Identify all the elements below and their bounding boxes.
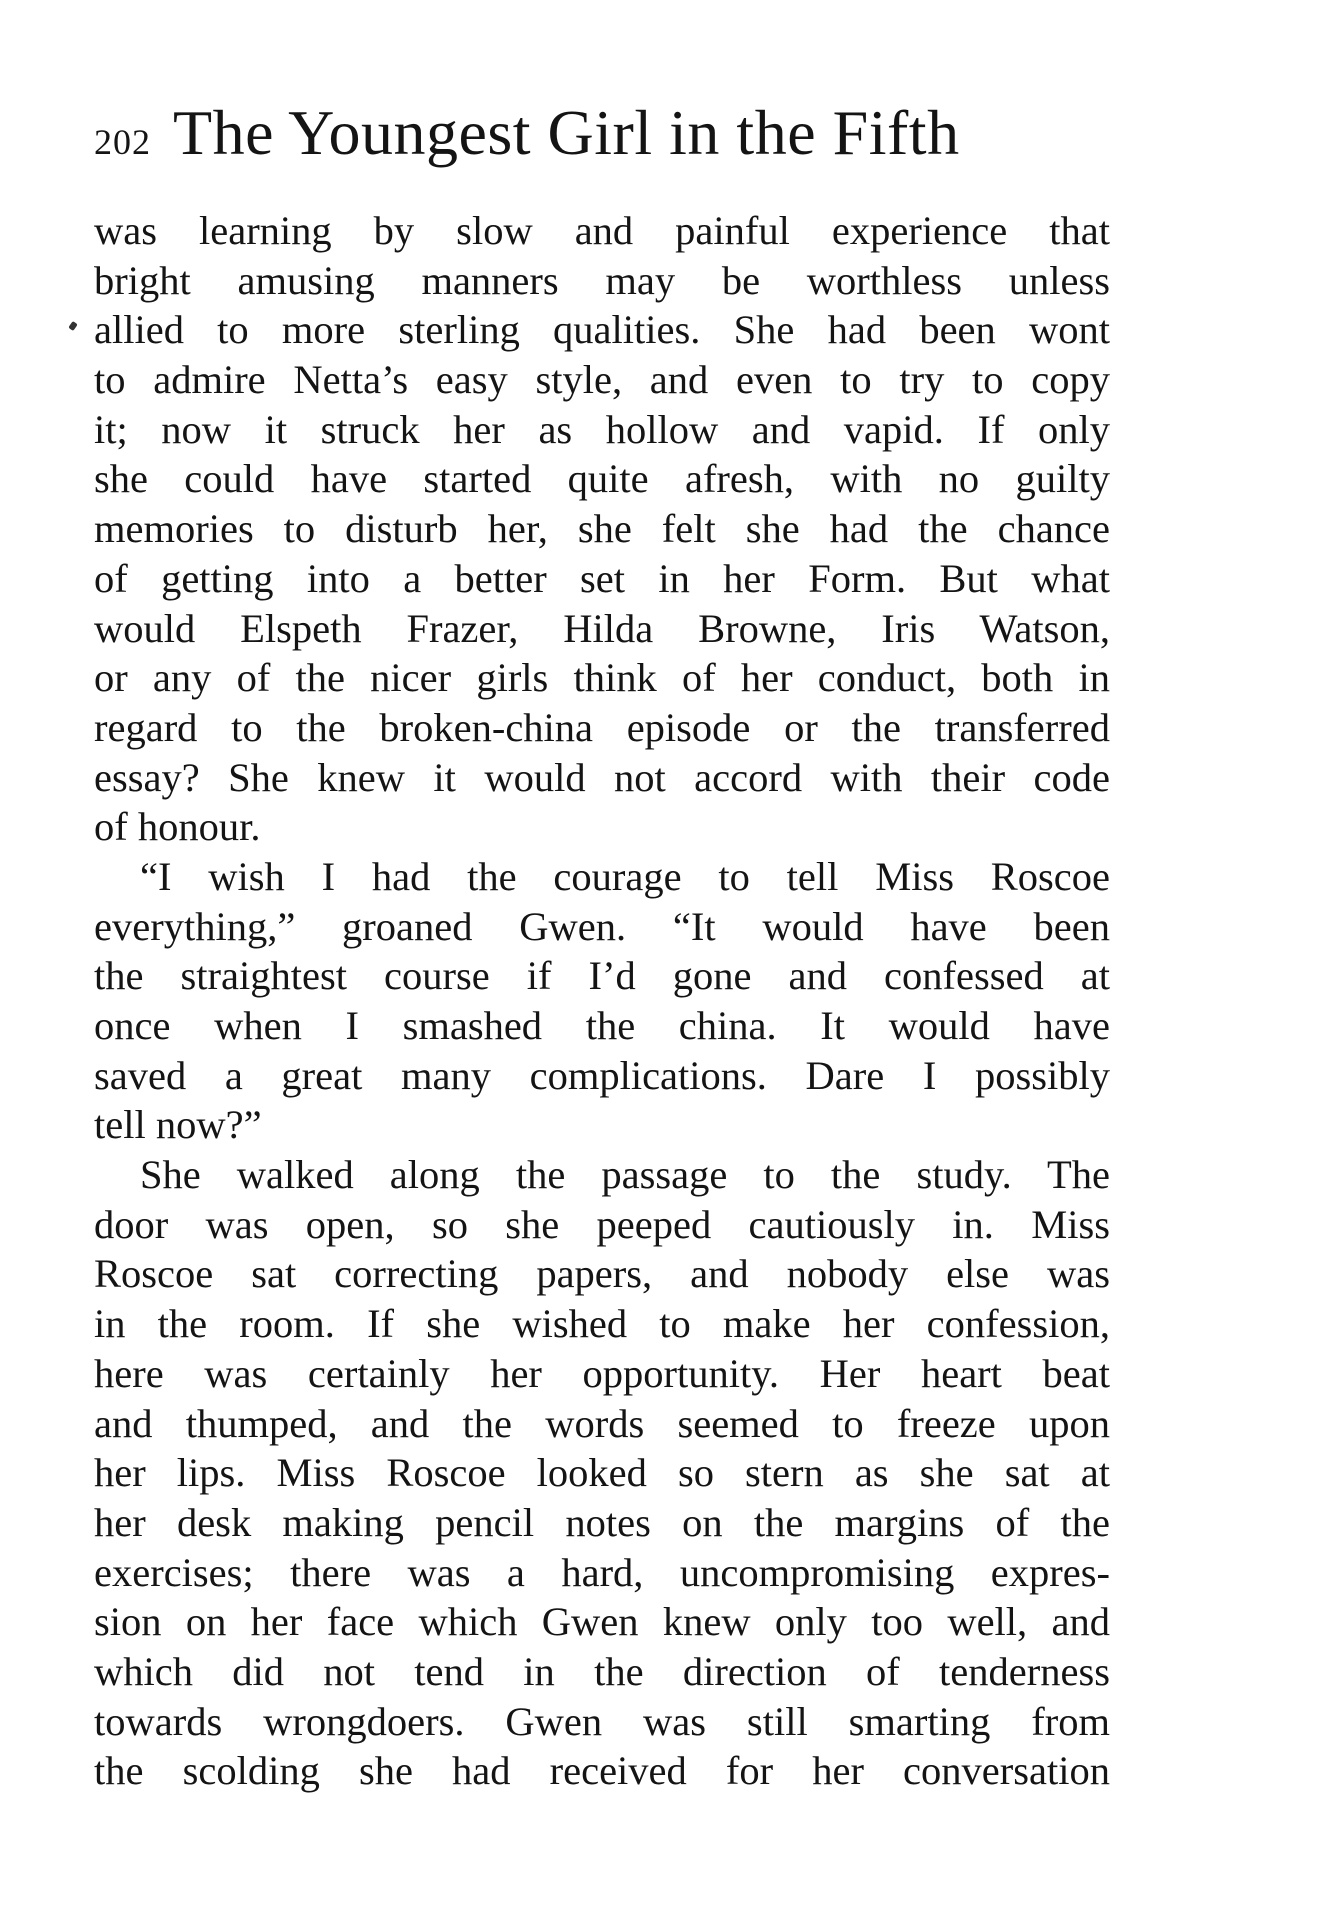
text-line: Roscoe sat correcting papers, and nobody else was bbox=[94, 1251, 1110, 1297]
text-line: door was open, so she peeped cautiously in. Miss bbox=[94, 1201, 1110, 1247]
text-line: of getting into a better set in her Form. But what bbox=[94, 555, 1110, 601]
text-line: She walked along the passage to the study. The bbox=[140, 1152, 1110, 1198]
text-line: and thumped, and the words seemed to freeze upon bbox=[94, 1400, 1110, 1446]
text-line: tell now?” bbox=[94, 1102, 262, 1148]
text-line: towards wrongdoers. Gwen was still smarting from bbox=[94, 1698, 1110, 1744]
paragraph-2 bbox=[94, 852, 1110, 1150]
text-line: would Elspeth Frazer, Hilda Browne, Iris Watson, bbox=[94, 605, 1110, 651]
text-line: everything,” groaned Gwen. “It would have been bbox=[94, 903, 1110, 949]
text-line: “I wish I had the courage to tell Miss Roscoe bbox=[140, 853, 1110, 899]
text-line: was learning by slow and painful experience that bbox=[94, 208, 1110, 253]
text-line: her lips. Miss Roscoe looked so stern as she sat at bbox=[94, 1450, 1110, 1496]
stray-ink-mark bbox=[68, 321, 78, 331]
text-line: sion on her face which Gwen knew only too well, and bbox=[94, 1599, 1110, 1645]
paragraph-1 bbox=[94, 206, 1110, 852]
paragraph-3 bbox=[94, 1150, 1110, 1796]
text-line: of honour. bbox=[94, 804, 261, 850]
text-line: or any of the nicer girls think of her conduct, both in bbox=[94, 655, 1110, 701]
text-line: to admire Netta’s easy style, and even to try to copy bbox=[94, 357, 1110, 403]
text-line: which did not tend in the direction of tenderness bbox=[94, 1648, 1110, 1694]
text-line: allied to more sterling qualities. She had been wont bbox=[94, 307, 1110, 353]
text-line: in the room. If she wished to make her confession, bbox=[94, 1301, 1110, 1347]
text-line: here was certainly her opportunity. Her heart beat bbox=[94, 1350, 1110, 1396]
text-line: essay? She knew it would not accord with their code bbox=[94, 754, 1110, 800]
text-line: it; now it struck her as hollow and vapid. If only bbox=[94, 406, 1110, 452]
text-line: once when I smashed the china. It would have bbox=[94, 1003, 1110, 1048]
page-number: 202 bbox=[94, 122, 151, 162]
running-head bbox=[94, 96, 1114, 176]
text-line: she could have started quite afresh, with no guilty bbox=[94, 456, 1110, 502]
book-title: The Youngest Girl in the Fifth bbox=[173, 97, 960, 168]
text-line: her desk making pencil notes on the margins of the bbox=[94, 1499, 1110, 1545]
text-line: bright amusing manners may be worthless unless bbox=[94, 257, 1110, 303]
text-line: regard to the broken-china episode or the transferred bbox=[94, 704, 1110, 750]
text-line: the straightest course if I’d gone and confessed at bbox=[94, 953, 1110, 999]
body-text bbox=[94, 206, 1110, 1796]
text-line: exercises; there was a hard, uncompromising expres- bbox=[94, 1549, 1110, 1595]
text-line: saved a great many complications. Dare I possibly bbox=[94, 1052, 1110, 1098]
text-line: the scolding she had received for her conversation bbox=[94, 1748, 1110, 1794]
text-line: memories to disturb her, she felt she had the chance bbox=[94, 506, 1110, 552]
